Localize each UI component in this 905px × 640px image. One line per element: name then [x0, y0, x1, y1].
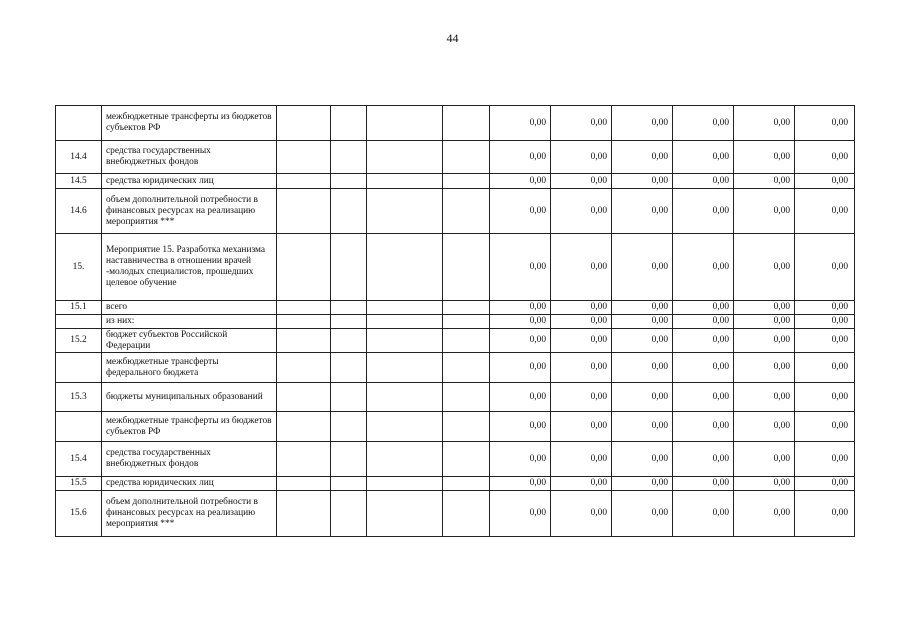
value-cell: 0,00 [673, 329, 734, 353]
value-cell: 0,00 [551, 234, 612, 301]
value-cell: 0,00 [612, 383, 673, 412]
row-description: средства государственных внебюджетных фондов [102, 442, 277, 477]
empty-cell [367, 442, 443, 477]
value-cell: 0,00 [734, 477, 795, 491]
empty-cell [443, 491, 490, 537]
value-cell: 0,00 [673, 174, 734, 189]
value-cell: 0,00 [612, 491, 673, 537]
value-cell: 0,00 [490, 353, 551, 383]
empty-cell [331, 477, 367, 491]
value-cell: 0,00 [795, 174, 855, 189]
empty-cell [331, 234, 367, 301]
empty-cell [443, 141, 490, 174]
value-cell: 0,00 [673, 477, 734, 491]
value-cell: 0,00 [612, 329, 673, 353]
empty-cell [331, 491, 367, 537]
value-cell: 0,00 [490, 106, 551, 141]
empty-cell [443, 315, 490, 329]
value-cell: 0,00 [673, 383, 734, 412]
row-number [56, 353, 102, 383]
value-cell: 0,00 [490, 329, 551, 353]
table-row [56, 477, 855, 491]
value-cell: 0,00 [490, 141, 551, 174]
table-row [56, 412, 855, 442]
value-cell: 0,00 [673, 106, 734, 141]
empty-cell [443, 234, 490, 301]
value-cell: 0,00 [673, 141, 734, 174]
empty-cell [331, 412, 367, 442]
empty-cell [367, 477, 443, 491]
value-cell: 0,00 [673, 353, 734, 383]
empty-cell [367, 234, 443, 301]
empty-cell [367, 329, 443, 353]
budget-table [55, 105, 855, 537]
empty-cell [443, 174, 490, 189]
table-row [56, 234, 855, 301]
value-cell: 0,00 [490, 234, 551, 301]
row-description: из них: [102, 315, 277, 329]
value-cell: 0,00 [734, 141, 795, 174]
value-cell: 0,00 [734, 174, 795, 189]
row-description: бюджеты муниципальных образований [102, 383, 277, 412]
value-cell: 0,00 [734, 353, 795, 383]
empty-cell [277, 412, 331, 442]
empty-cell [367, 315, 443, 329]
value-cell: 0,00 [490, 412, 551, 442]
value-cell: 0,00 [673, 315, 734, 329]
row-number [56, 412, 102, 442]
empty-cell [277, 491, 331, 537]
value-cell: 0,00 [734, 442, 795, 477]
value-cell: 0,00 [795, 353, 855, 383]
value-cell: 0,00 [490, 383, 551, 412]
budget-table-body [56, 106, 855, 537]
value-cell: 0,00 [551, 141, 612, 174]
row-number: 14.4 [56, 141, 102, 174]
value-cell: 0,00 [612, 189, 673, 234]
value-cell: 0,00 [490, 301, 551, 315]
empty-cell [367, 353, 443, 383]
value-cell: 0,00 [795, 301, 855, 315]
value-cell: 0,00 [795, 106, 855, 141]
empty-cell [277, 353, 331, 383]
table-row [56, 383, 855, 412]
value-cell: 0,00 [673, 442, 734, 477]
row-number: 14.5 [56, 174, 102, 189]
table-row [56, 329, 855, 353]
value-cell: 0,00 [551, 477, 612, 491]
value-cell: 0,00 [551, 301, 612, 315]
value-cell: 0,00 [734, 315, 795, 329]
row-description: всего [102, 301, 277, 315]
value-cell: 0,00 [795, 442, 855, 477]
row-description: межбюджетные трансферты федерального бюджета [102, 353, 277, 383]
empty-cell [331, 442, 367, 477]
empty-cell [331, 189, 367, 234]
value-cell: 0,00 [612, 315, 673, 329]
table-row [56, 174, 855, 189]
value-cell: 0,00 [551, 353, 612, 383]
empty-cell [277, 141, 331, 174]
page-number: 44 [446, 31, 459, 45]
row-number: 15.6 [56, 491, 102, 537]
empty-cell [331, 301, 367, 315]
value-cell: 0,00 [490, 315, 551, 329]
empty-cell [367, 301, 443, 315]
empty-cell [443, 477, 490, 491]
value-cell: 0,00 [490, 477, 551, 491]
empty-cell [277, 234, 331, 301]
value-cell: 0,00 [490, 442, 551, 477]
empty-cell [443, 329, 490, 353]
row-number: 15.2 [56, 329, 102, 353]
table-row [56, 353, 855, 383]
value-cell: 0,00 [734, 189, 795, 234]
empty-cell [277, 189, 331, 234]
value-cell: 0,00 [734, 329, 795, 353]
value-cell: 0,00 [673, 189, 734, 234]
value-cell: 0,00 [612, 106, 673, 141]
row-description: Мероприятие 15. Разработка механизма наставничества в отношении врачей -молодых специалистов, прошедших целевое обучение [102, 234, 277, 301]
row-description: бюджет субъектов Российской Федерации [102, 329, 277, 353]
value-cell: 0,00 [734, 301, 795, 315]
empty-cell [331, 106, 367, 141]
table-row [56, 301, 855, 315]
value-cell: 0,00 [795, 477, 855, 491]
row-number [56, 315, 102, 329]
empty-cell [277, 442, 331, 477]
empty-cell [331, 174, 367, 189]
value-cell: 0,00 [612, 301, 673, 315]
empty-cell [443, 189, 490, 234]
value-cell: 0,00 [551, 315, 612, 329]
value-cell: 0,00 [612, 174, 673, 189]
value-cell: 0,00 [673, 491, 734, 537]
empty-cell [277, 477, 331, 491]
empty-cell [331, 353, 367, 383]
empty-cell [277, 315, 331, 329]
value-cell: 0,00 [673, 234, 734, 301]
empty-cell [367, 412, 443, 442]
table-row [56, 189, 855, 234]
empty-cell [443, 353, 490, 383]
value-cell: 0,00 [795, 412, 855, 442]
value-cell: 0,00 [612, 234, 673, 301]
value-cell: 0,00 [490, 491, 551, 537]
row-number: 15. [56, 234, 102, 301]
value-cell: 0,00 [795, 189, 855, 234]
value-cell: 0,00 [734, 234, 795, 301]
empty-cell [367, 106, 443, 141]
value-cell: 0,00 [612, 442, 673, 477]
row-number: 15.1 [56, 301, 102, 315]
empty-cell [277, 383, 331, 412]
value-cell: 0,00 [673, 301, 734, 315]
empty-cell [277, 174, 331, 189]
empty-cell [367, 141, 443, 174]
table-row [56, 491, 855, 537]
value-cell: 0,00 [551, 442, 612, 477]
row-number: 15.3 [56, 383, 102, 412]
value-cell: 0,00 [612, 477, 673, 491]
empty-cell [277, 329, 331, 353]
empty-cell [367, 491, 443, 537]
row-number: 14.6 [56, 189, 102, 234]
empty-cell [367, 189, 443, 234]
empty-cell [367, 174, 443, 189]
empty-cell [443, 106, 490, 141]
value-cell: 0,00 [795, 383, 855, 412]
empty-cell [331, 141, 367, 174]
empty-cell [443, 412, 490, 442]
empty-cell [277, 301, 331, 315]
empty-cell [443, 442, 490, 477]
row-number: 15.5 [56, 477, 102, 491]
value-cell: 0,00 [673, 412, 734, 442]
row-number [56, 106, 102, 141]
empty-cell [443, 301, 490, 315]
table-row [56, 141, 855, 174]
value-cell: 0,00 [734, 491, 795, 537]
row-description: объем дополнительной потребности в финансовых ресурсах на реализацию мероприятия *** [102, 491, 277, 537]
table-row [56, 315, 855, 329]
value-cell: 0,00 [734, 412, 795, 442]
value-cell: 0,00 [795, 491, 855, 537]
value-cell: 0,00 [490, 174, 551, 189]
value-cell: 0,00 [551, 106, 612, 141]
value-cell: 0,00 [551, 412, 612, 442]
value-cell: 0,00 [551, 189, 612, 234]
row-description: средства юридических лиц [102, 174, 277, 189]
empty-cell [331, 329, 367, 353]
empty-cell [331, 383, 367, 412]
empty-cell [331, 315, 367, 329]
value-cell: 0,00 [734, 383, 795, 412]
value-cell: 0,00 [795, 234, 855, 301]
value-cell: 0,00 [734, 106, 795, 141]
table-row [56, 442, 855, 477]
value-cell: 0,00 [551, 329, 612, 353]
value-cell: 0,00 [795, 329, 855, 353]
row-description: средства государственных внебюджетных фондов [102, 141, 277, 174]
row-description: межбюджетные трансферты из бюджетов субъектов РФ [102, 412, 277, 442]
value-cell: 0,00 [551, 383, 612, 412]
table-row [56, 106, 855, 141]
row-description: межбюджетные трансферты из бюджетов субъектов РФ [102, 106, 277, 141]
value-cell: 0,00 [612, 141, 673, 174]
value-cell: 0,00 [612, 412, 673, 442]
value-cell: 0,00 [612, 353, 673, 383]
empty-cell [367, 383, 443, 412]
row-description: объем дополнительной потребности в финансовых ресурсах на реализацию мероприятия *** [102, 189, 277, 234]
empty-cell [277, 106, 331, 141]
value-cell: 0,00 [795, 141, 855, 174]
value-cell: 0,00 [490, 189, 551, 234]
value-cell: 0,00 [551, 174, 612, 189]
empty-cell [443, 383, 490, 412]
value-cell: 0,00 [551, 491, 612, 537]
row-description: средства юридических лиц [102, 477, 277, 491]
row-number: 15.4 [56, 442, 102, 477]
value-cell: 0,00 [795, 315, 855, 329]
